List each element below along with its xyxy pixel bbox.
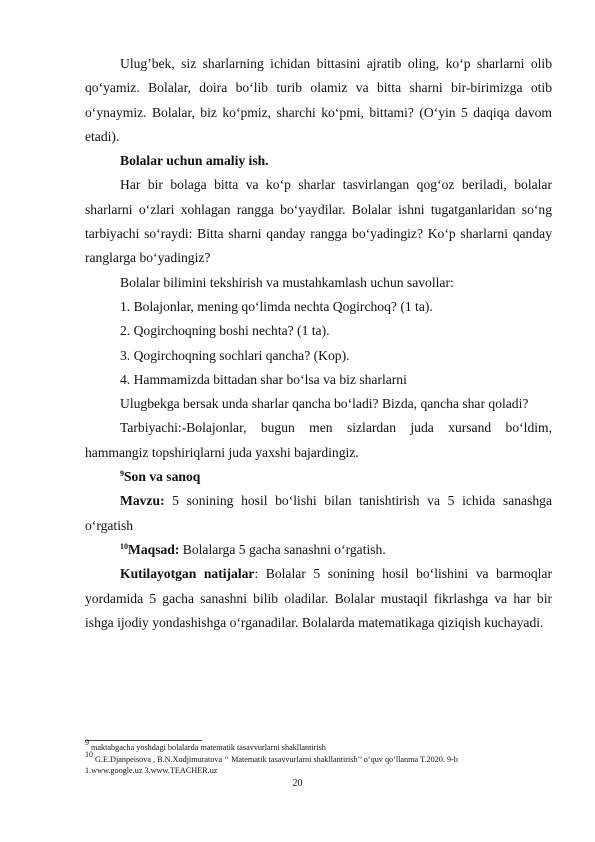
intro-paragraph: Ulug’bek, siz sharlarning ichidan bittasini ajratib oling, ko‘p sharlarni olib qo‘yamiz. Bolalar, doira bo‘lib turib olamiz va bitta sharni bir-birimizga otib o‘ynaymiz. Bolalar, biz ko‘pmiz, sharchi ko‘pmi, bittami? (O‘yin 5 daqiqa davom etadi). <box>85 56 552 144</box>
page-number: 20 <box>292 778 303 789</box>
section-heading-number <box>85 465 552 489</box>
footnote-9 <box>85 738 555 754</box>
expected-results-label: Kutilayotgan natijalar <box>120 566 255 582</box>
footnote-ref-9: 9 <box>120 469 124 479</box>
goal-paragraph <box>85 538 552 562</box>
footnote-10-text: G.E.Djanpeisova , B.N.Xodjimuratova ‘‘ Matematik tasavvurlarni shakllantirish’’ o‘quv qo‘llanma T.2020. 9-b <box>93 755 458 764</box>
footnote-9-number: 9 <box>85 738 89 747</box>
practical-paragraph: Har bir bolaga bitta va ko‘p sharlar tasvirlangan qog‘oz beriladi, bolalar sharlarni o‘zlari xohlagan rangga bo‘yaydilar. Bolalar ishni tugatganlaridan so‘ng tarbiyachi so‘raydi: Bitta sharni qanday rangga bo‘yadingiz? Ko‘p sharlarni qanday ranglarga bo‘yadingiz? <box>85 177 552 266</box>
footnote-ref-10: 10 <box>120 541 128 551</box>
goal-label: Maqsad: <box>128 541 180 557</box>
question-4: 4. Hammamizda bittadan shar bo‘lsa va biz sharlarni <box>120 371 407 387</box>
question-1: 1. Bolajonlar, mening qo‘limda nechta Qogirchoq? (1 ta). <box>120 298 433 314</box>
topic-text: 5 sonining hosil bo‘lishi bilan tanishtirish va 5 ichida sanashga o‘rgatish <box>85 493 552 533</box>
topic-paragraph <box>85 489 552 538</box>
expected-results-text: : Bolalar 5 sonining hosil bo‘lishini va barmoqlar yordamida 5 gacha sanashni bilib oladilar. Bolalar mustaqil fikrlashga va har bir ishga ijodiy yondashishga o‘rganadilar. Bolalarda matematikaga qiziqish kuchayadi. <box>85 566 552 630</box>
footnote-divider <box>85 740 202 741</box>
question-3: 3. Qogirchoqning sochlari qancha? (Kop). <box>120 347 350 363</box>
goal-text: Bolalarga 5 gacha sanashni o‘rgatish. <box>179 541 386 557</box>
question-2: 2. Qogirchoqning boshi nechta? (1 ta). <box>120 323 330 339</box>
section-heading-number-text: Son va sanoq <box>124 469 201 485</box>
footnote-10 <box>85 750 555 766</box>
teacher-closing: Tarbiyachi:-Bolajonlar, bugun men sizlardan juda xursand bo‘ldim, hammangiz topshiriqlarni juda yaxshi bajardingiz. <box>85 420 552 460</box>
footnote-9-text: maktabgacha yoshdagi bolalarda matematik tasavvurlarni shakllantirish <box>89 743 326 752</box>
topic-label: Mavzu: <box>120 493 165 509</box>
section-heading-practical: Bolalar uchun amaliy ish. <box>120 153 269 169</box>
expected-results-paragraph <box>85 562 552 635</box>
questions-intro: Bolalar bilimini tekshirish va mustahkamlash uchun savollar: <box>120 274 454 290</box>
page-body <box>85 52 552 635</box>
footnote-10-links: 1.www.google.uz 3.www.TEACHER.uz <box>85 766 218 775</box>
footnote-10-number: 10 <box>85 750 93 759</box>
question-4-continued: Ulugbekga bersak unda sharlar qancha bo‘ladi? Bizda, qancha shar qoladi? <box>120 396 529 412</box>
